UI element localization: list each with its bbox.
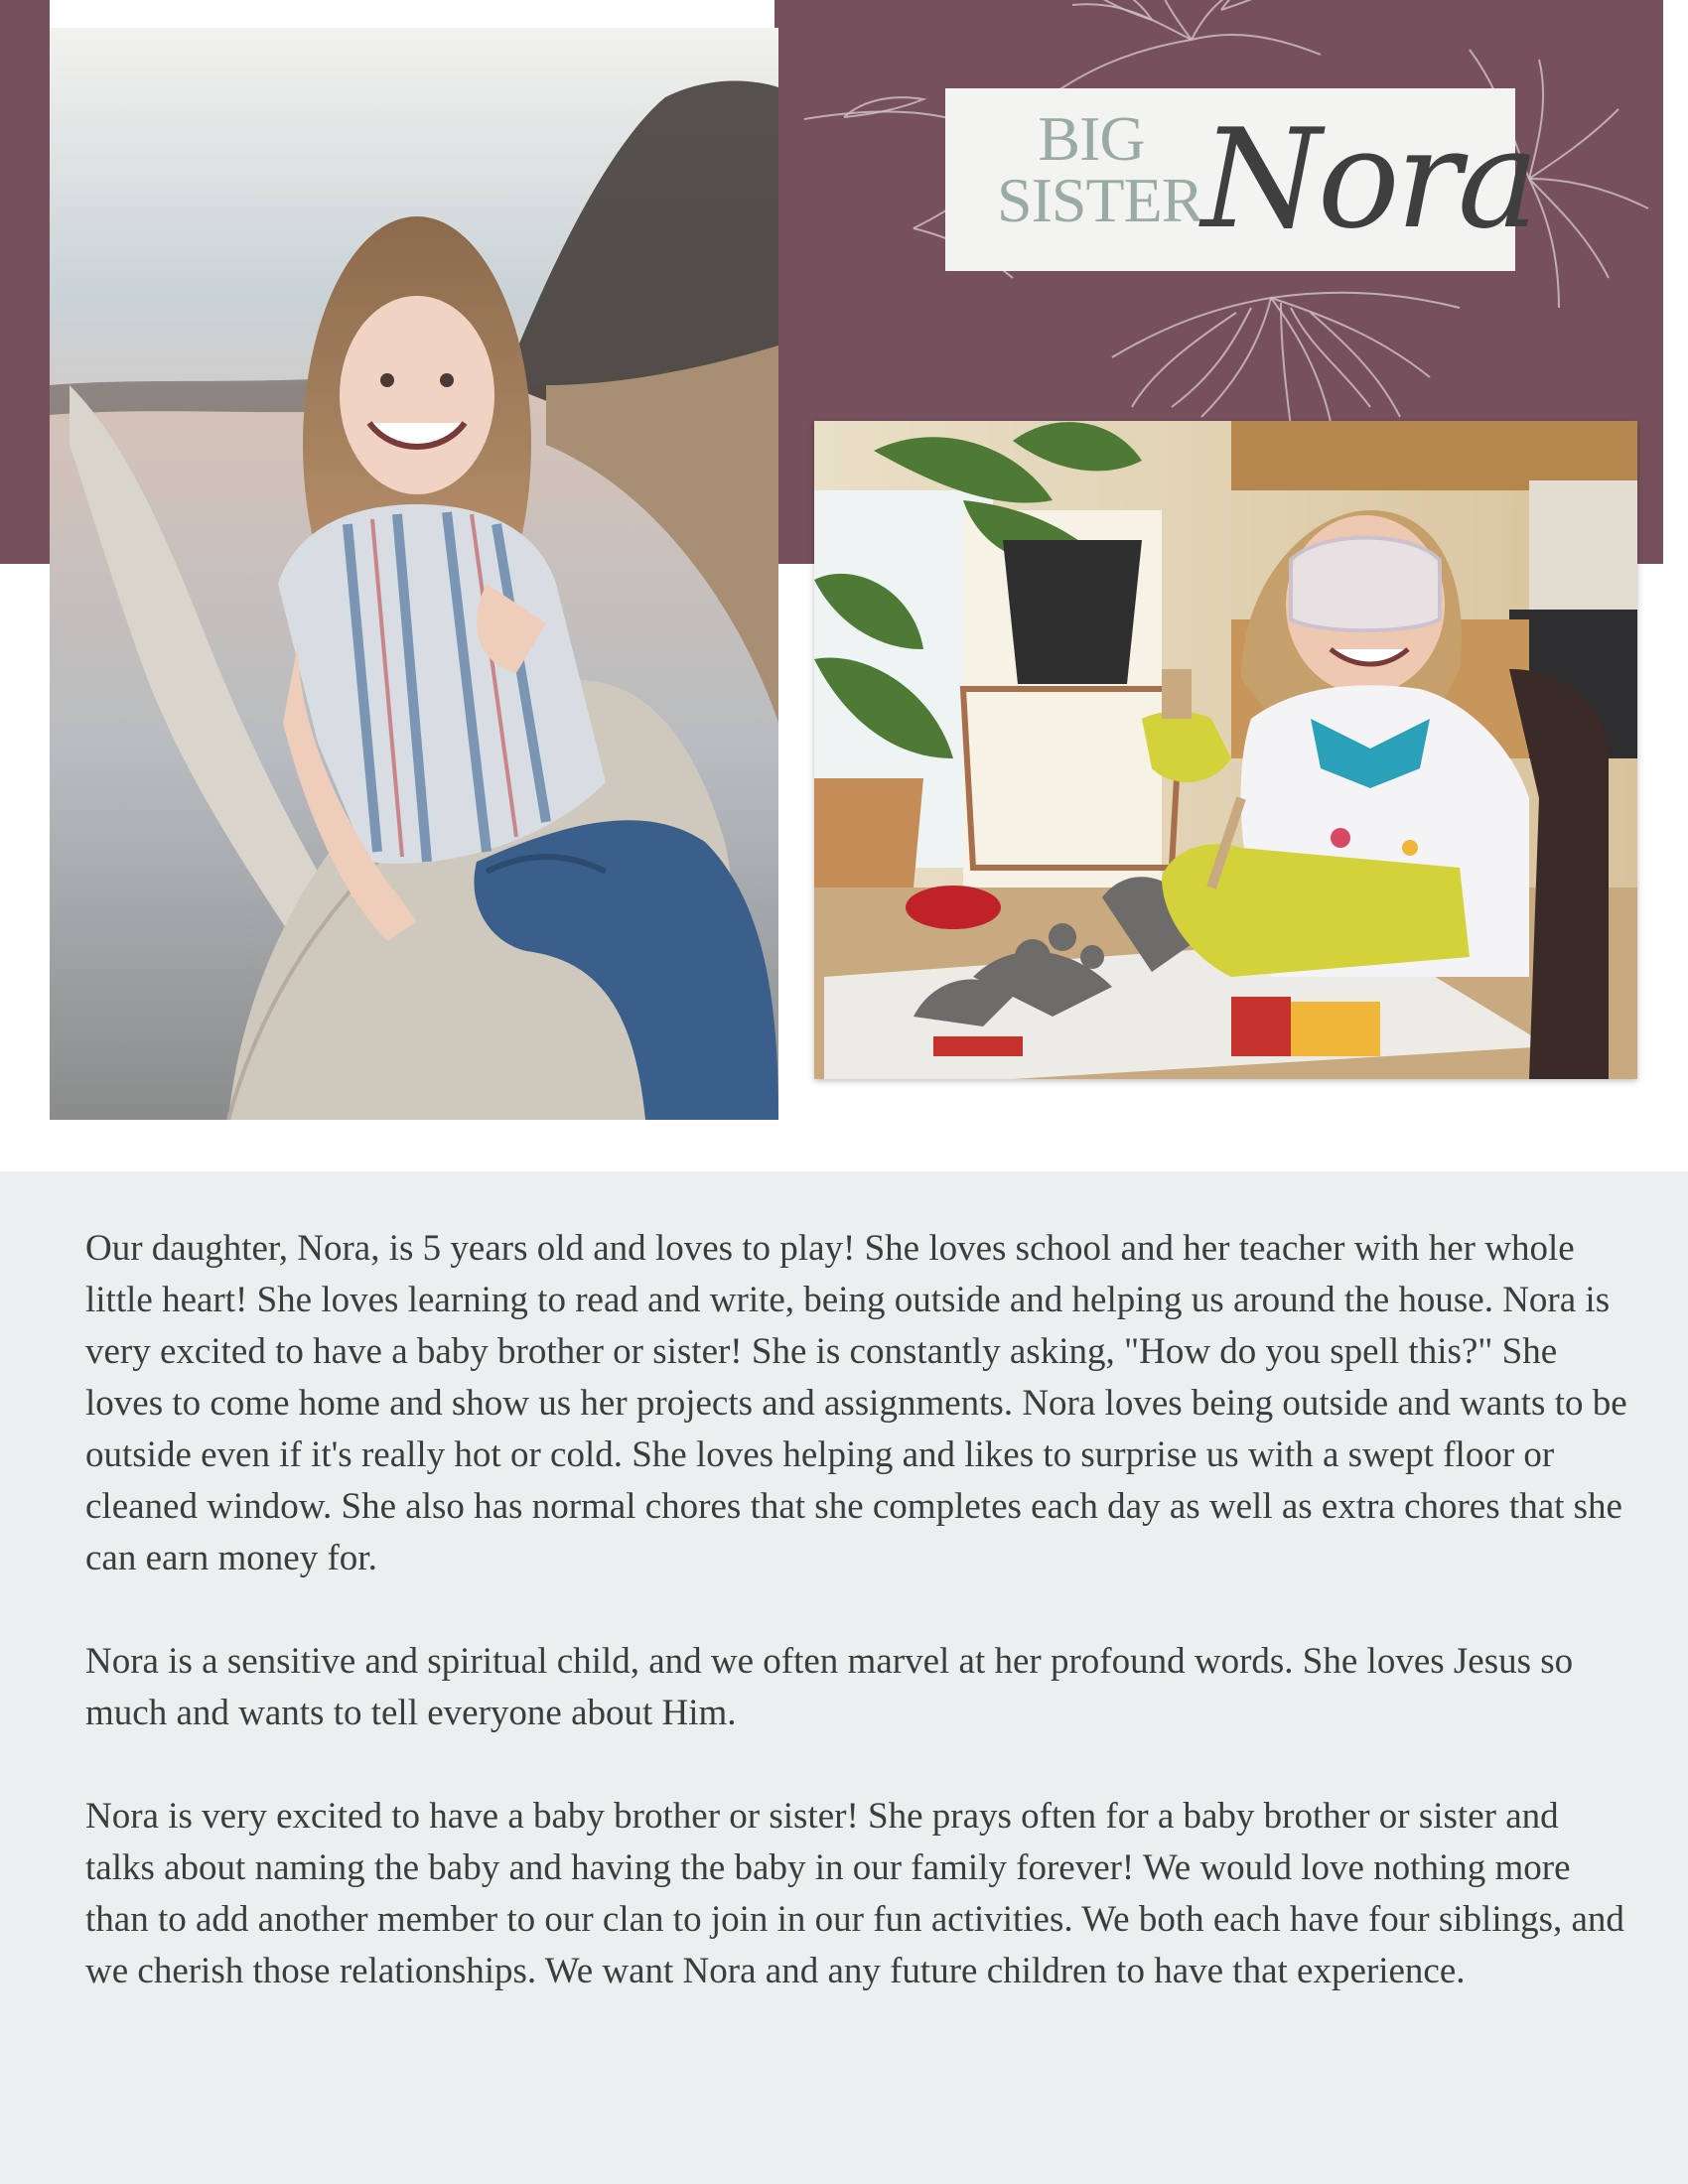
description-panel bbox=[0, 1171, 1688, 2184]
science-play-photo-icon bbox=[814, 421, 1637, 1079]
header-band-left bbox=[0, 0, 50, 564]
title-name: Nora bbox=[1201, 99, 1536, 259]
paragraph-about-nora: Our daughter, Nora, is 5 years old and loves to play! She loves school and her teacher with her whole little heart! She loves learning to read and write, being outside and helping us around the house. Nora is very excited to have a baby brother or sister! She is constantly asking, "How do you spell this?" She loves to come home and show us her projects and assignments. Nora loves being outside and wants to be outside even if it's really hot or cold. She loves helping and likes to surprise us with a swept floor or cleaned window. She also has normal chores that she completes each day as well as extra chores that she can earn money for. bbox=[85, 1228, 1627, 1578]
portrait-photo-icon bbox=[50, 28, 778, 1120]
title-big-sister bbox=[997, 103, 1203, 235]
title-card bbox=[945, 88, 1536, 271]
portrait-photo bbox=[50, 28, 778, 1120]
paragraph-spiritual: Nora is a sensitive and spiritual child, and we often marvel at her profound words. She loves Jesus so much and wants to tell everyone about Him. bbox=[85, 1641, 1574, 1733]
title-line-big: BIG bbox=[1038, 103, 1145, 174]
description-body bbox=[85, 1223, 1634, 2049]
science-play-photo bbox=[814, 421, 1637, 1079]
paragraph-sibling-wish: Nora is very excited to have a baby brother or sister! She prays often for a baby brother or sister and talks about naming the baby and having the baby in our family forever! We would love nothing more than to add another member to our clan to join in our fun activities. We both each have four siblings, and we cherish those relationships. We want Nora and any future children to have that experience. bbox=[85, 1796, 1624, 1991]
title-line-sister: SISTER bbox=[997, 165, 1203, 235]
